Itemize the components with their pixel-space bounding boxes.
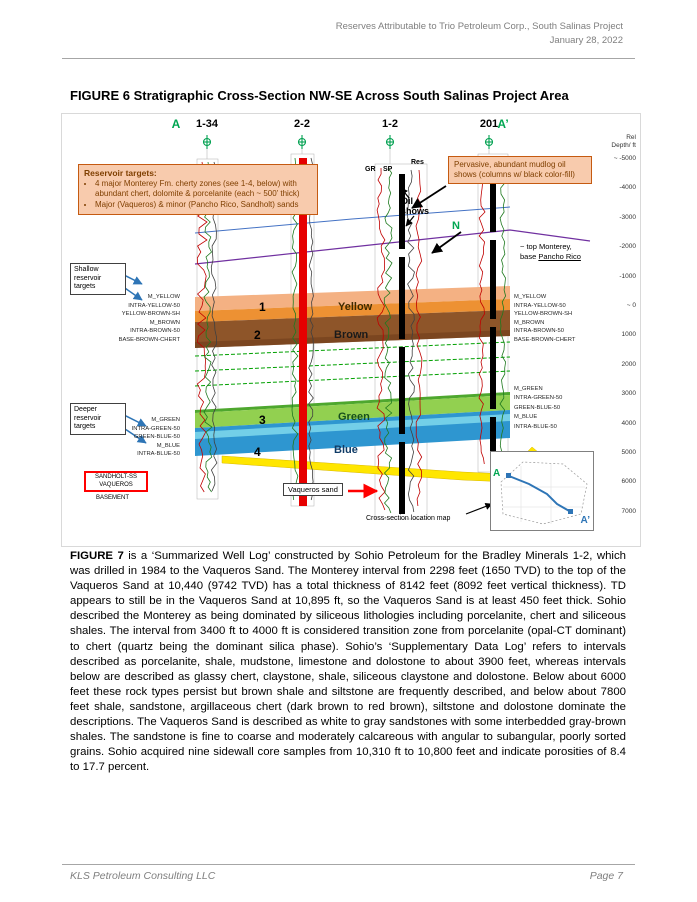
depth-title-line2: Depth/ ft	[611, 142, 636, 149]
reservoir-targets-box	[78, 164, 318, 215]
well-label-1-2: 1-2	[382, 118, 398, 130]
reservoir-targets-title: Reservoir targets:	[84, 168, 157, 178]
map-caption-arrow	[466, 504, 492, 514]
strat-label: M_YELLOW	[147, 294, 180, 300]
zone-1-number: 1	[259, 300, 266, 314]
well-label-2-2: 2-2	[294, 118, 310, 130]
document-header	[336, 20, 623, 48]
strat-label: M_GREEN	[514, 386, 543, 392]
zone-blue-name: Blue	[334, 444, 358, 456]
deeper-targets-box: Deeper reservoir targets	[70, 403, 126, 435]
depth-tick: 6000	[621, 478, 636, 486]
strat-label: M_BROWN	[514, 319, 545, 326]
figure7-lead: FIGURE 7	[70, 550, 124, 562]
sandholt-line2: VAQUEROS	[99, 481, 133, 488]
figure6-title: FIGURE 6 Stratigraphic Cross-Section NW-SE Across South Salinas Project Area	[70, 88, 569, 103]
strat-label: M_BROWN	[149, 319, 180, 326]
strat-label: GREEN-BLUE-50	[133, 434, 180, 441]
strat-label: M_GREEN	[151, 417, 180, 423]
depth-scale-ticks	[592, 155, 636, 515]
depth-tick: 2000	[621, 360, 636, 368]
sp-curve-label: SP	[383, 166, 393, 173]
sandholt-vaqueros-box	[84, 471, 148, 492]
depth-tick: -4000	[619, 184, 636, 192]
strat-label: M_BLUE	[514, 414, 538, 421]
strat-label: INTRA-YELLOW-50	[514, 302, 566, 309]
well-label-201: 201	[479, 118, 499, 130]
reservoir-target-bullet: • Major (Vaqueros) & minor (Pancho Rico, Sandholt) sands	[95, 200, 312, 210]
shallow-targets-box: Shallow reservoir targets	[70, 263, 126, 295]
figure7-paragraph	[70, 549, 626, 775]
location-map-drawing	[491, 452, 593, 530]
depth-tick: 1000	[621, 331, 636, 339]
left-strat-labels-upper	[86, 293, 180, 345]
left-strat-labels-lower	[86, 416, 180, 459]
depth-tick: 5000	[621, 449, 636, 457]
strat-label: YELLOW-BROWN-SH	[121, 311, 180, 318]
top-monterey-line2-underlined: Pancho Rico	[538, 251, 581, 261]
depth-tick: ~ 0	[626, 302, 636, 310]
section-trace-line	[509, 476, 571, 512]
depth-tick: 4000	[621, 419, 636, 427]
top-monterey-line2-prefix: base	[520, 251, 539, 261]
reservoir-targets-bullets	[95, 179, 312, 210]
strat-label: GREEN-BLUE-50	[514, 404, 561, 411]
trace-endpoint-marker	[506, 473, 511, 478]
zone-yellow-name: Yellow	[338, 301, 373, 313]
well-label-1-34: 1-34	[195, 118, 219, 130]
header-divider	[62, 58, 635, 59]
strat-label: BASE-BROWN-CHERT	[118, 336, 180, 343]
sandholt-line1: SANDHOLT-SS	[95, 474, 137, 480]
depth-tick: -1000	[619, 272, 636, 280]
strat-label: BASE-BROWN-CHERT	[514, 336, 576, 343]
top-monterey-line1: ~ top Monterey,	[520, 242, 572, 251]
strat-label: YELLOW-BROWN-SH	[514, 311, 573, 318]
reservoir-target-bullet: • 4 major Monterey Fm. cherty zones (see 1-4, below) with abundant chert, dolomite & porcelanite (each ~ 500’ thick)	[95, 179, 312, 199]
figure6-cross-section	[61, 113, 641, 547]
zone-3-number: 3	[259, 413, 266, 427]
section-endpoint-a: A	[171, 117, 181, 131]
res-curve-label: Res	[411, 159, 424, 166]
strat-label: INTRA-GREEN-50	[131, 425, 180, 432]
location-map-inset	[490, 451, 594, 531]
footer-divider	[62, 864, 635, 865]
strat-label: INTRA-BROWN-50	[514, 328, 564, 335]
depth-tick: -3000	[619, 213, 636, 221]
mudlog-oil-shows-box: Pervasive, abundant mudlog oil shows (columns w/ black color-fill)	[448, 156, 592, 184]
basement-label: BASEMENT	[96, 495, 130, 501]
strat-label: M_BLUE	[156, 442, 180, 449]
zone-2-number: 2	[254, 328, 261, 342]
header-date: January 28, 2022	[549, 35, 623, 46]
depth-tick: 7000	[621, 507, 636, 515]
trace-endpoint-marker	[568, 509, 573, 514]
strat-label: INTRA-BLUE-50	[514, 423, 557, 430]
depth-title-line1: Rel	[626, 134, 636, 141]
gr-curve-label: GR	[365, 166, 376, 173]
oil-shows-label: Oil shows	[401, 196, 430, 216]
map-endpoint-a-prime: A’	[580, 515, 590, 526]
well-symbols	[203, 135, 493, 149]
strat-label: M_YELLOW	[514, 294, 547, 300]
footer-company: KLS Petroleum Consulting LLC	[70, 870, 216, 882]
depth-scale-title	[592, 134, 636, 150]
depth-tick: ~ -5000	[613, 155, 636, 162]
depth-tick: -2000	[619, 243, 636, 251]
figure7-body: is a ‘Summarized Well Log’ constructed by Sohio Petroleum for the Bradley Minerals 1-2, which was drilled in 1984 to the Vaqueros Sand. The Monterey interval from 2298 feet (1650 TVD) to the top of the Vaqueros Sand at 10,440 (9742 TVD) has a total thickness of 8142 feet (8092 feet vertical thickness). TD appears to still be in the Vaqueros Sand at 10,895 ft, so the Vaqueros Sand is at least 450 feet thick. Sohio described the Monterey as being dominated by siliceous lithologies including porcelanite, chert and siliceous shales. The interval from 3400 ft to 4000 ft is considered transition zone from porcelanite (opal-CT dominant) to chert (quartz being the dominant silica phase). Sohio’s ‘Supplementary Data Log’ refers to intervals described as porcelanite, shale, mudstone, limestone and dolostone to about 3900 feet, whereas intervals below are described as glassy chert, claystone, shale, siliceous claystone and dolostone. Below about 6000 feet these rock types persist but brown shale and siltstone are frequently described, and below about 7800 feet shale, sandstone, argillaceous chert (dark brown to red brown), siltstone and dolostone dominate the descriptions. The Vaqueros Sand is described as white to gray sandstones with some interbedded gray-brown shales. The sandstone is fine to coarse and moderately calcareous with angular to subangular, poorly sorted grains. Sohio acquired nine sidewall core samples from 10,310 ft to 10,800 feet and indicate porosities of 8.4 to 17.7 percent.	[70, 550, 626, 774]
header-title: Reserves Attributable to Trio Petroleum Corp., South Salinas Project	[335, 21, 623, 32]
strat-label: INTRA-BLUE-50	[137, 451, 180, 458]
depth-tick: 3000	[621, 390, 636, 398]
vaqueros-sand-label: Vaqueros sand	[283, 483, 343, 496]
zone-green-name: Green	[338, 411, 370, 423]
footer-page-number: Page 7	[589, 870, 623, 882]
zone-4-number: 4	[254, 445, 261, 459]
north-label: N	[452, 220, 460, 232]
strat-label: INTRA-GREEN-50	[514, 395, 563, 402]
strat-label: INTRA-BROWN-50	[130, 328, 180, 335]
correlation-dashed-lines	[195, 342, 510, 386]
location-map-caption: Cross-section location map	[366, 515, 451, 522]
zone-brown-name: Brown	[334, 329, 369, 341]
depth-scale	[592, 134, 636, 515]
strat-label: INTRA-YELLOW-50	[128, 302, 180, 309]
map-endpoint-a: A	[493, 468, 501, 479]
section-endpoint-a-prime: A’	[497, 117, 509, 131]
